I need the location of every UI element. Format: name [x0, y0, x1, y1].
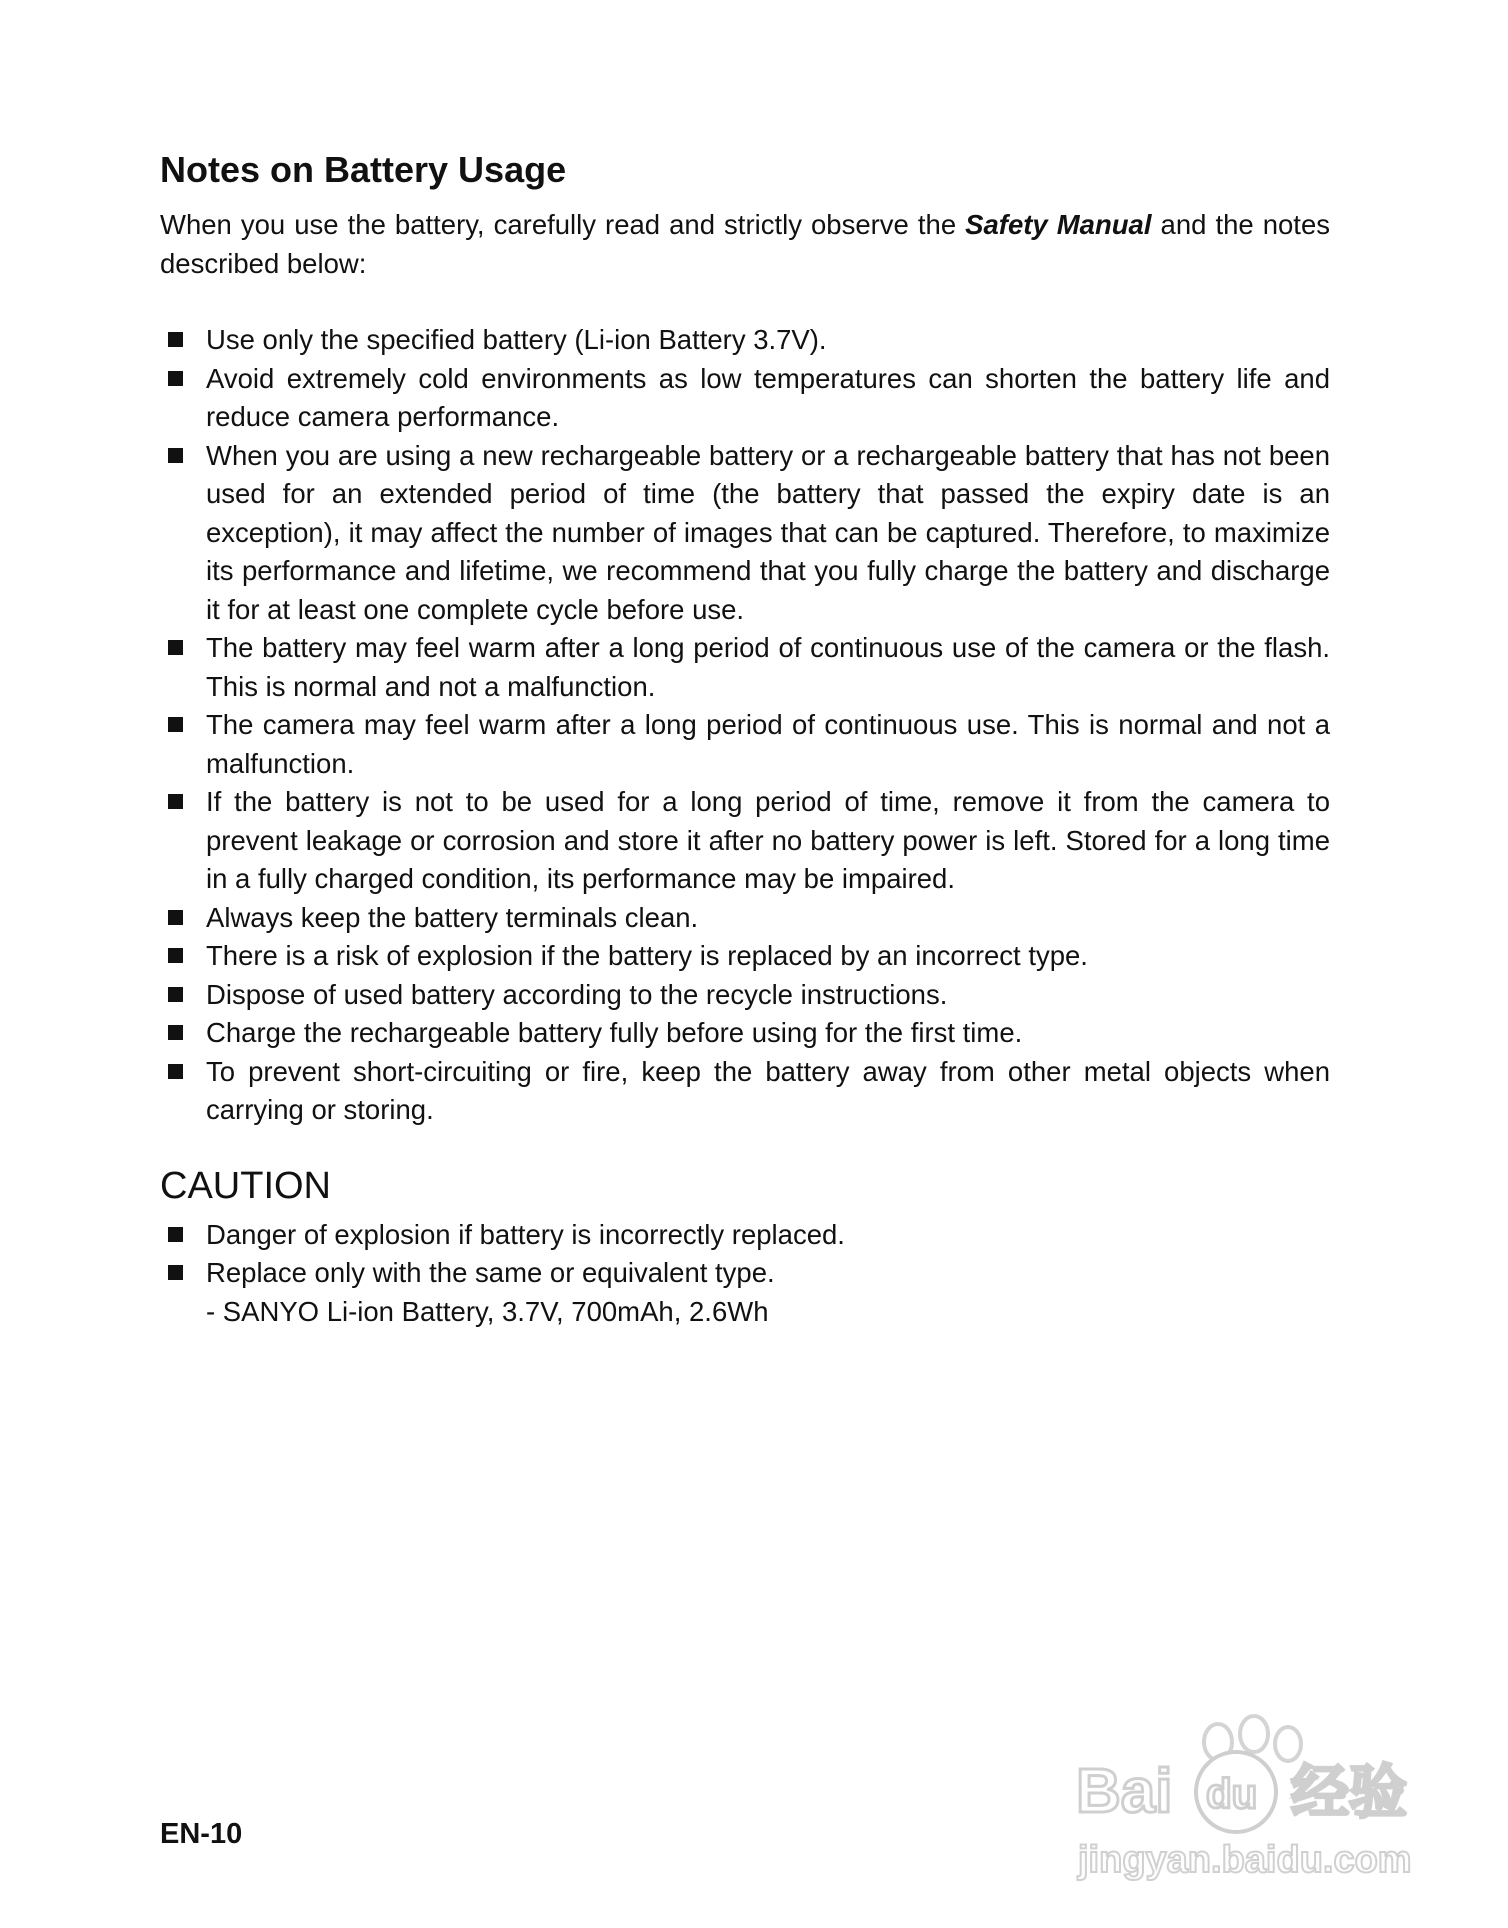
list-item: To prevent short-circuiting or fire, keep the battery away from other metal objects when carrying or storing.: [160, 1053, 1330, 1130]
list-item: Replace only with the same or equivalent type.: [160, 1254, 1330, 1293]
list-item: Charge the rechargeable battery fully before using for the first time.: [160, 1014, 1330, 1053]
list-item: When you are using a new rechargeable battery or a rechargeable battery that has not been used for an extended period of time (the battery that passed the expiry date is an exception), it may affect the number of images that can be captured. Therefore, to maximize its performance and lifetime, we recommend that you fully charge the battery and discharge it for at least one complete cycle before use.: [160, 437, 1330, 630]
list-item: Always keep the battery terminals clean.: [160, 899, 1330, 938]
list-item: If the battery is not to be used for a long period of time, remove it from the camera to prevent leakage or corrosion and store it after no battery power is left. Stored for a long time in a fully charged condition, its performance may be impaired.: [160, 783, 1330, 899]
svg-text:Bai: Bai: [1076, 1757, 1173, 1826]
battery-spec-line: - SANYO Li-ion Battery, 3.7V, 700mAh, 2.6Wh: [206, 1295, 769, 1327]
square-bullet-icon: [168, 332, 183, 347]
section-title: Notes on Battery Usage: [160, 149, 567, 190]
svg-text:经验: 经验: [1291, 1758, 1408, 1826]
square-bullet-icon: [168, 1227, 183, 1242]
svg-text:du: du: [1206, 1770, 1258, 1817]
intro-paragraph: [160, 206, 1330, 283]
square-bullet-icon: [168, 1265, 183, 1280]
page-number: EN-10: [160, 1818, 243, 1850]
list-item: The battery may feel warm after a long period of continuous use of the camera or the flash. This is normal and not a malfunction.: [160, 629, 1330, 706]
list-item: There is a risk of explosion if the battery is replaced by an incorrect type.: [160, 937, 1330, 976]
square-bullet-icon: [168, 987, 183, 1002]
square-bullet-icon: [168, 948, 183, 963]
square-bullet-icon: [168, 640, 183, 655]
square-bullet-icon: [168, 1025, 183, 1040]
watermark-url: jingyan.baidu.com: [1078, 1839, 1412, 1881]
list-item: The camera may feel warm after a long period of continuous use. This is normal and not a malfunction.: [160, 706, 1330, 783]
square-bullet-icon: [168, 910, 183, 925]
baidu-watermark-logo: [1076, 1712, 1436, 1892]
square-bullet-icon: [168, 448, 183, 463]
safety-manual-emphasis: Safety Manual: [965, 209, 1152, 240]
list-item: Dispose of used battery according to the recycle instructions.: [160, 976, 1330, 1015]
square-bullet-icon: [168, 794, 183, 809]
caution-heading: CAUTION: [160, 1164, 331, 1207]
list-item: Avoid extremely cold environments as low temperatures can shorten the battery life and reduce camera performance.: [160, 360, 1330, 437]
intro-text-before: When you use the battery, carefully read and strictly observe the: [160, 209, 966, 240]
square-bullet-icon: [168, 1064, 183, 1079]
document-body: [160, 148, 1330, 1331]
battery-notes-list: [160, 321, 1330, 1130]
intro-text-after: and the notes described below:: [160, 209, 1330, 279]
list-item: Use only the specified battery (Li-ion Battery 3.7V).: [160, 321, 1330, 360]
square-bullet-icon: [168, 717, 183, 732]
square-bullet-icon: [168, 371, 183, 386]
list-item: Danger of explosion if battery is incorrectly replaced.: [160, 1216, 1330, 1255]
caution-list: [160, 1216, 1330, 1293]
